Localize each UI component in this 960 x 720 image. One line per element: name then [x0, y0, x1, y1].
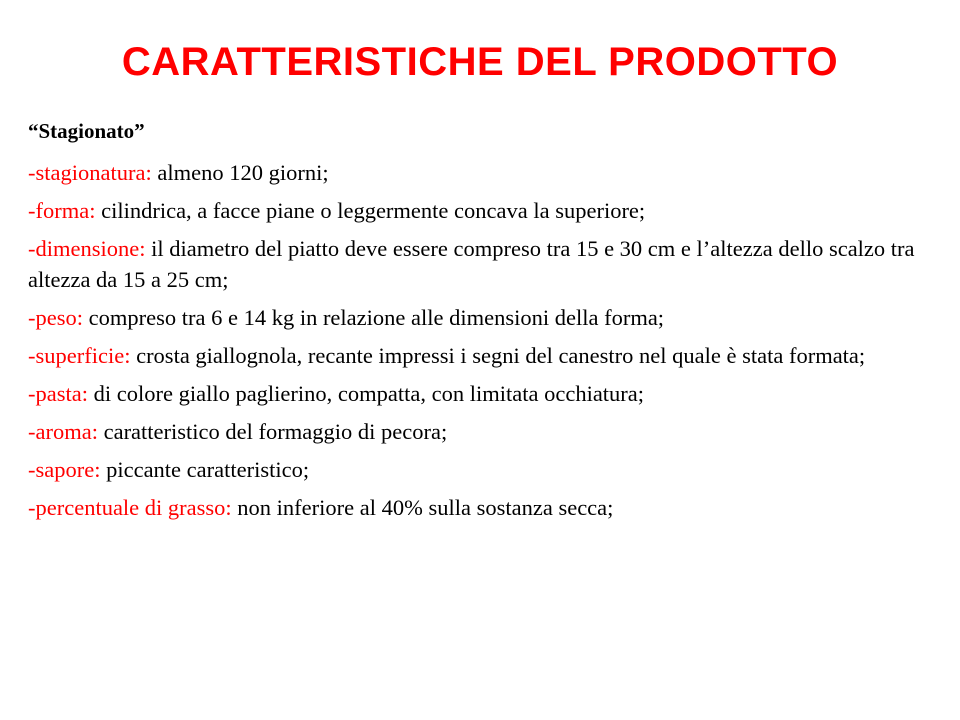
list-item: [28, 492, 944, 523]
list-item: [28, 195, 944, 226]
list-item-key: -aroma:: [28, 419, 98, 444]
list-item: [28, 157, 944, 188]
list-item-value: il diametro del piatto deve essere compreso tra 15 e 30 cm e l’altezza dello scalzo tra altezza da 15 a 25 cm;: [28, 236, 915, 292]
page-title: CARATTERISTICHE DEL PRODOTTO: [121, 40, 839, 84]
list-item-value: piccante caratteristico;: [100, 457, 310, 482]
content-body: [28, 116, 944, 530]
list-item-key: -dimensione:: [28, 236, 146, 261]
list-item: [28, 340, 944, 371]
list-item: [28, 416, 944, 447]
list-item: [28, 378, 944, 409]
list-item-value: almeno 120 giorni;: [151, 160, 329, 185]
list-item-value: compreso tra 6 e 14 kg in relazione alle dimensioni della forma;: [83, 305, 665, 330]
list-item-value: cilindrica, a facce piane o leggermente concava la superiore;: [95, 198, 646, 223]
list-item: [28, 302, 944, 333]
list-item-key: -sapore:: [28, 457, 101, 482]
list-item-key: -superficie:: [28, 343, 131, 368]
list-item-key: -forma:: [28, 198, 96, 223]
content-heading: “Stagionato”: [28, 119, 145, 143]
list-item: [28, 454, 944, 485]
list-item-key: -stagionatura:: [28, 160, 152, 185]
list-item-value: di colore giallo paglierino, compatta, con limitata occhiatura;: [87, 381, 645, 406]
list-item-key: -peso:: [28, 305, 83, 330]
list-item-key: -pasta:: [28, 381, 88, 406]
list-item-key: -percentuale di grasso:: [28, 495, 232, 520]
list-item: [28, 233, 944, 295]
list-item-value: caratteristico del formaggio di pecora;: [97, 419, 448, 444]
list-item-value: crosta giallognola, recante impressi i segni del canestro nel quale è stata formata;: [130, 343, 866, 368]
list-item-value: non inferiore al 40% sulla sostanza secca;: [231, 495, 614, 520]
